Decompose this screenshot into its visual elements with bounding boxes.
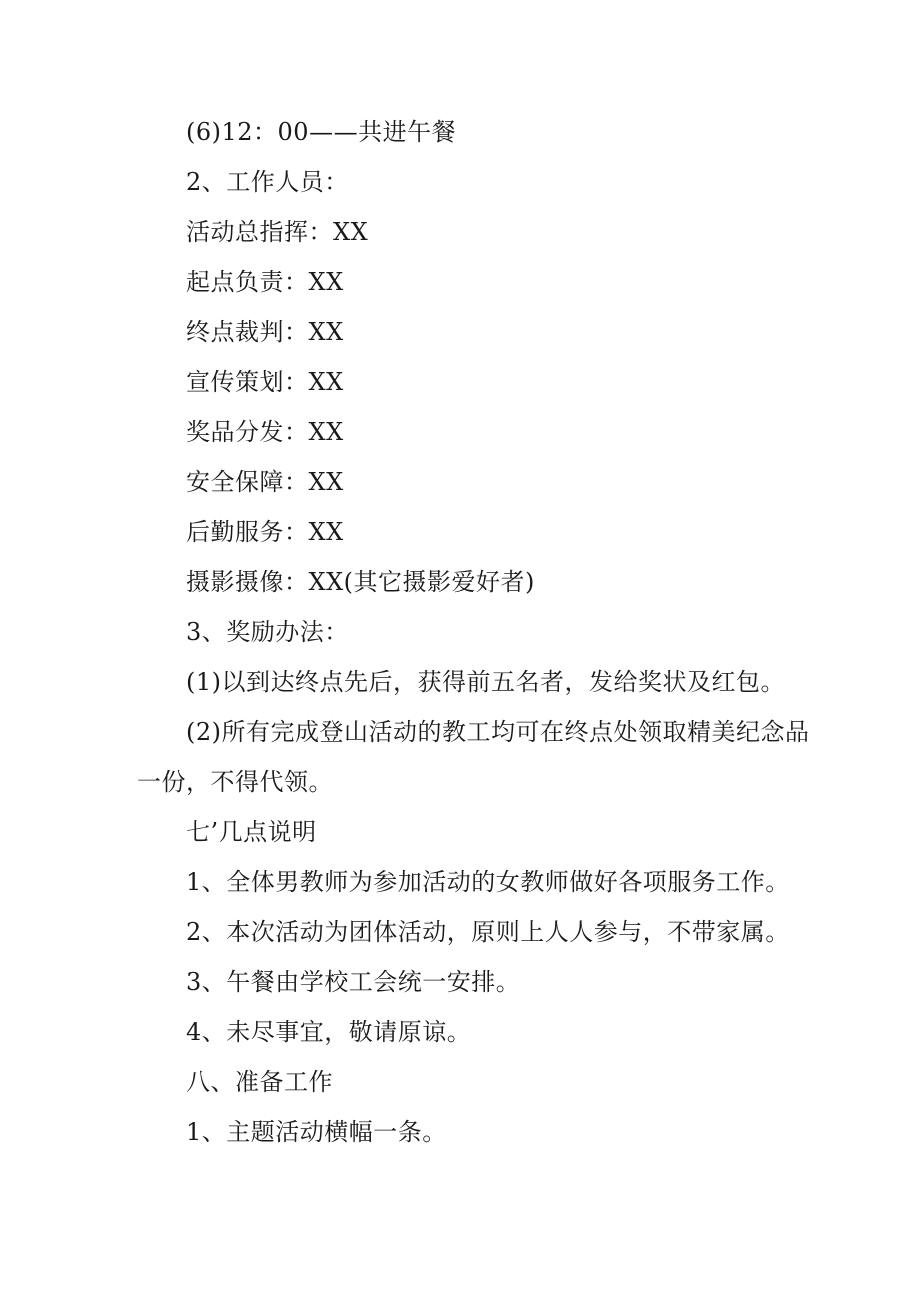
rewards-heading: 3、奖励办法： xyxy=(186,618,349,646)
staff-photography: 摄影摄像：XX(其它摄影爱好者) xyxy=(186,568,535,596)
staff-safety: 安全保障：XX xyxy=(186,468,344,496)
preparation-item-1: 1、主题活动横幅一条。 xyxy=(186,1118,447,1146)
reward-rule-2-continued: 一份，不得代领。 xyxy=(137,768,333,796)
note-4: 4、未尽事宜，敬请原谅。 xyxy=(186,1018,472,1046)
note-1: 1、全体男教师为参加活动的女教师做好各项服务工作。 xyxy=(186,868,790,896)
staff-heading: 2、工作人员： xyxy=(186,168,349,196)
preparation-heading: 八、准备工作 xyxy=(186,1068,333,1096)
reward-rule-1: (1)以到达终点先后，获得前五名者，发给奖状及红包。 xyxy=(186,668,785,696)
staff-logistics: 后勤服务：XX xyxy=(186,518,344,546)
note-2: 2、本次活动为团体活动，原则上人人参与，不带家属。 xyxy=(186,918,790,946)
schedule-lunch-line: (6)12：00——共进午餐 xyxy=(186,118,457,146)
staff-commander: 活动总指挥：XX xyxy=(186,218,369,246)
staff-prizes: 奖品分发：XX xyxy=(186,418,344,446)
note-3: 3、午餐由学校工会统一安排。 xyxy=(186,968,521,996)
staff-start-point: 起点负责：XX xyxy=(186,268,344,296)
reward-rule-2: (2)所有完成登山活动的教工均可在终点处领取精美纪念品 xyxy=(186,718,810,746)
notes-heading: 七’几点说明 xyxy=(186,818,317,846)
staff-publicity: 宣传策划：XX xyxy=(186,368,344,396)
staff-finish-referee: 终点裁判：XX xyxy=(186,318,344,346)
